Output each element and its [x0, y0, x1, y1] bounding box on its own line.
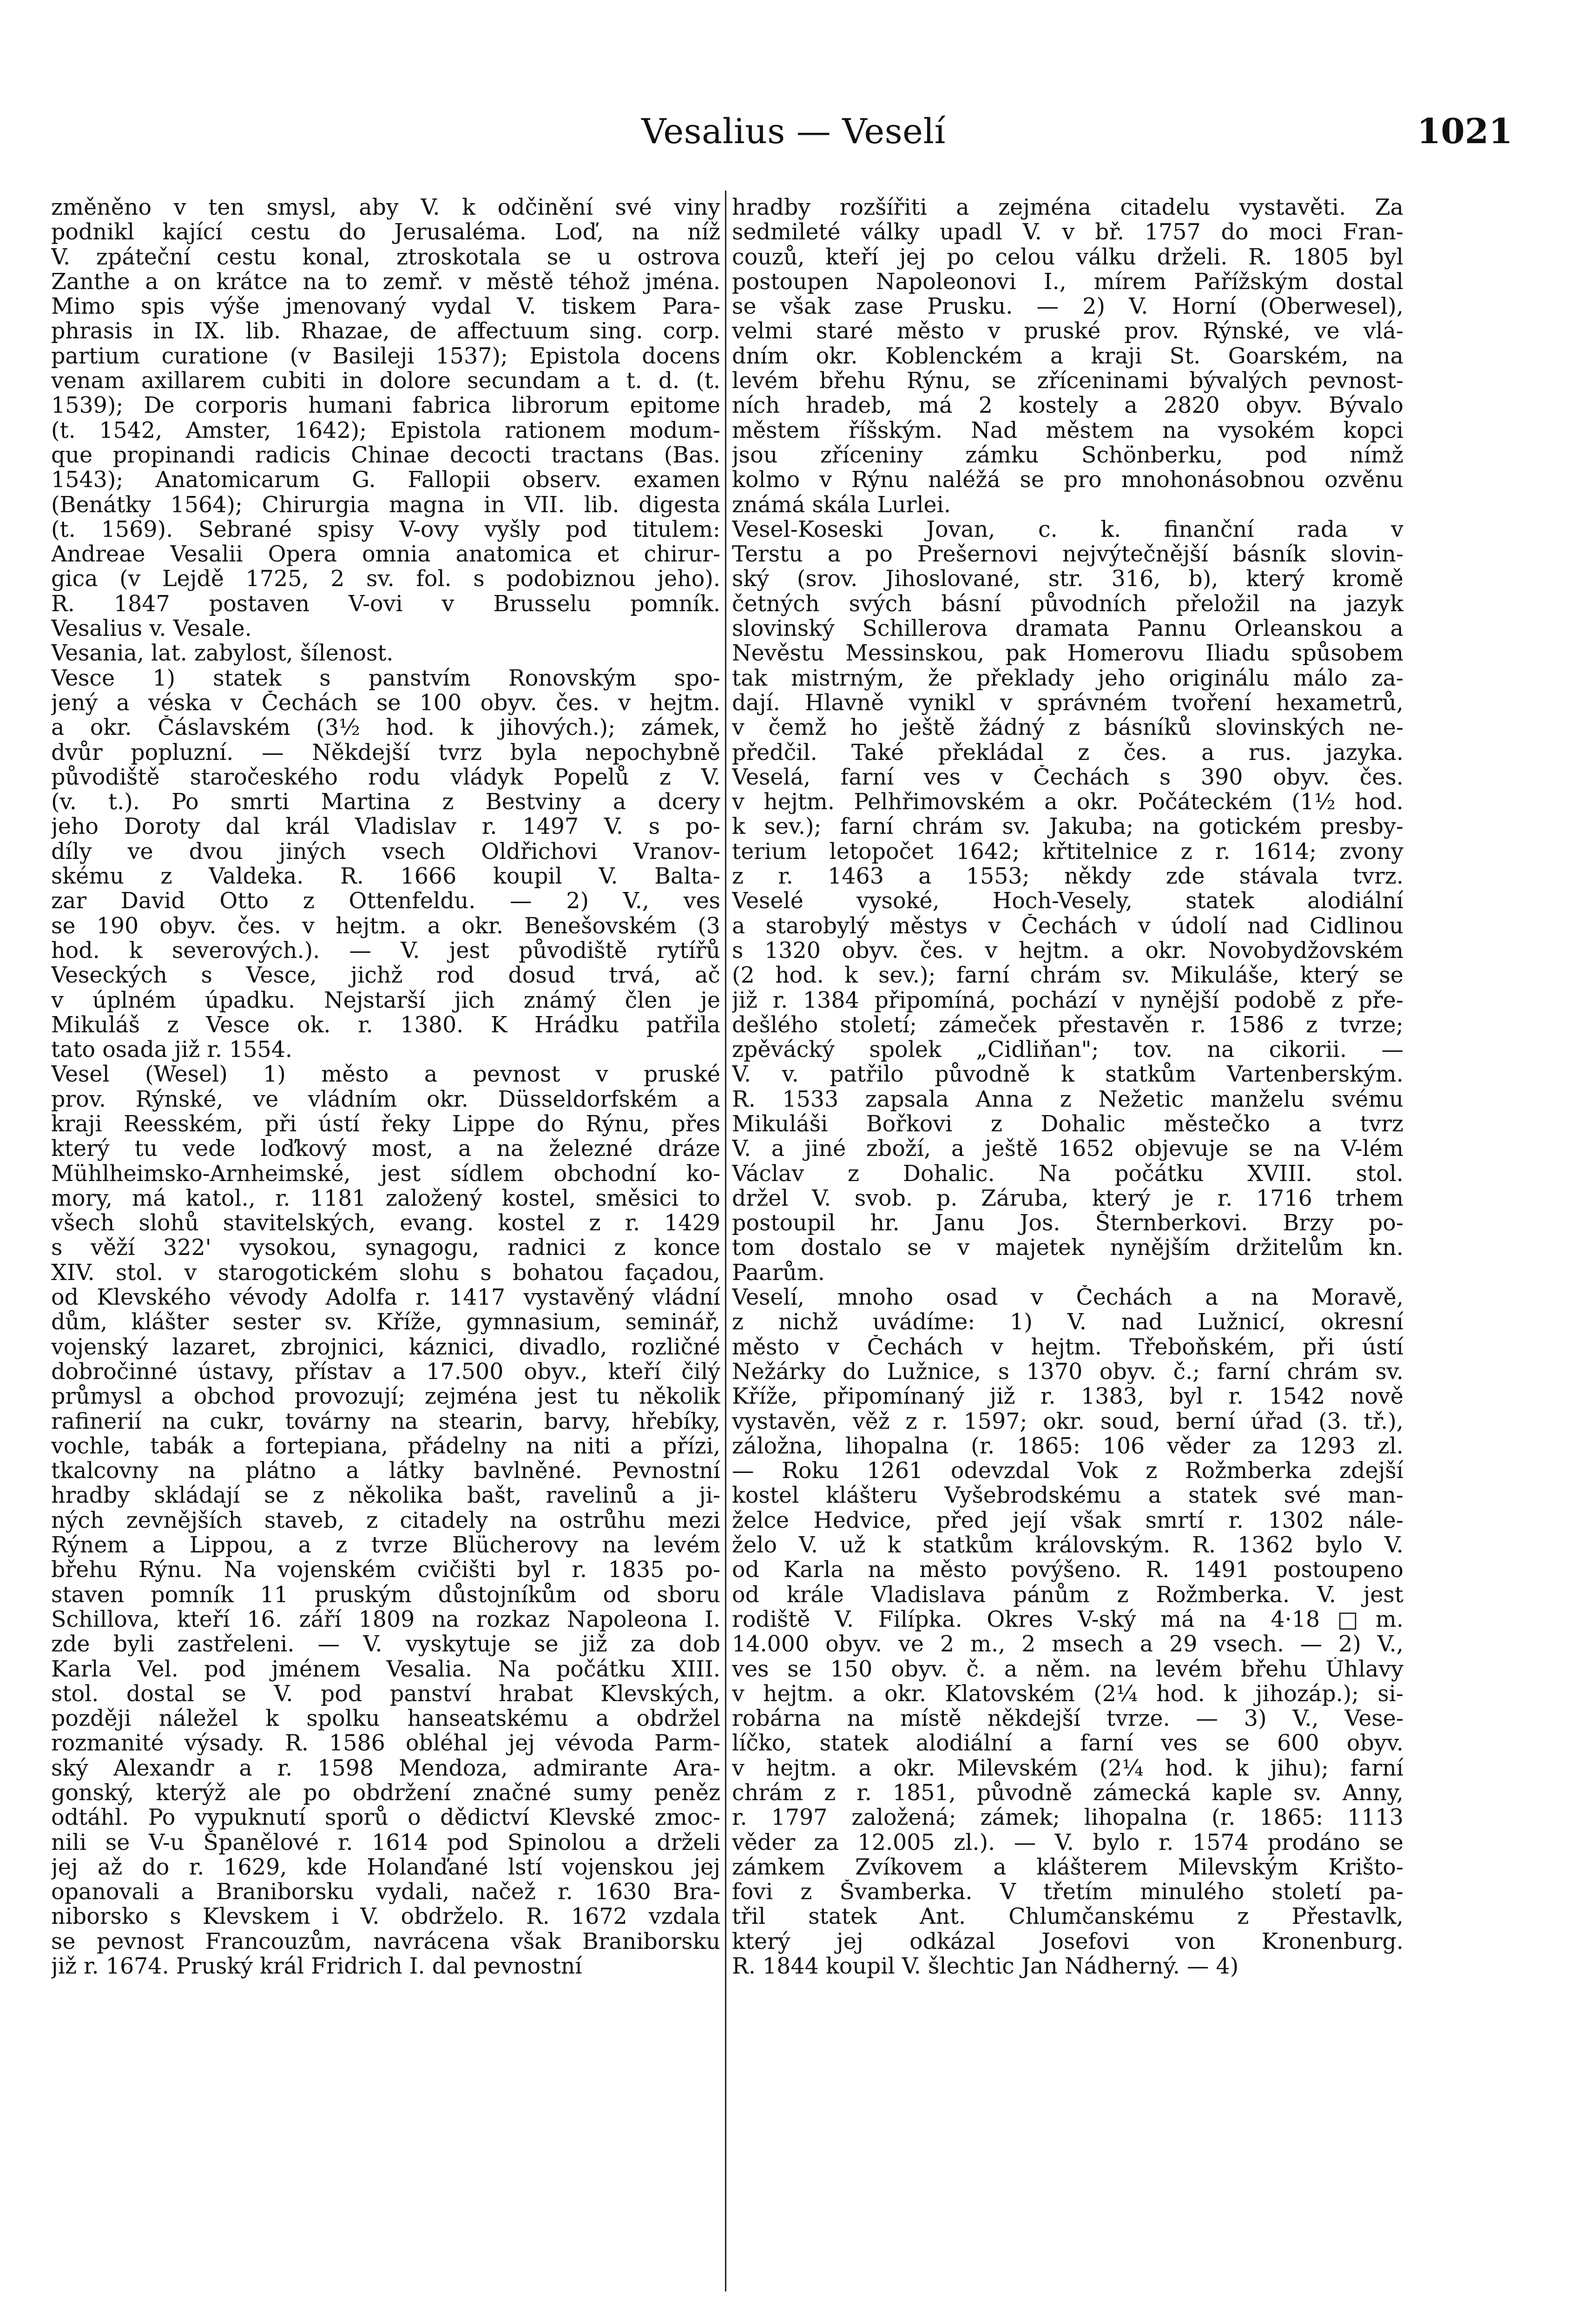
text-line: ves se 150 obyv. č. a něm. na levém břehu Úhlavy: [732, 1657, 1403, 1682]
text-line: hod. k severových.). — V. jest původiště rytířů: [51, 938, 720, 964]
text-line: (Benátky 1564); Chirurgia magna in VII. lib. digesta: [51, 492, 720, 517]
text-line: Mikuláš z Vesce ok. r. 1380. K Hrádku patřila: [51, 1012, 720, 1038]
text-line: Schillova, kteří 16. září 1809 na rozkaz Napoleona I.: [51, 1607, 720, 1632]
text-line: se 190 obyv. čes. v hejtm. a okr. Benešovském (3: [51, 913, 720, 938]
text-line: průmysl a obchod provozují; zejména jest tu několik: [51, 1384, 720, 1409]
text-line: líčko, statek alodiální a farní ves se 600 obyv.: [732, 1731, 1403, 1756]
text-line: kraji Reesském, při ústí řeky Lippe do Rýnu, přes: [51, 1111, 720, 1137]
text-line: město v Čechách v hejtm. Třeboňském, při ústí: [732, 1334, 1403, 1360]
text-line: k sev.); farní chrám sv. Jakuba; na gotickém presby-: [732, 814, 1403, 839]
text-line: rafinerií na cukr, továrny na stearin, barvy, hřebíky,: [51, 1409, 720, 1434]
text-line: zar David Otto z Ottenfeldu. — 2) V., ves: [51, 889, 720, 914]
text-line: v úplném úpadku. Nejstarší jich známý člen je: [51, 988, 720, 1013]
text-line: od Klevského vévody Adolfa r. 1417 vystavěný vládní: [51, 1285, 720, 1310]
text-line: v hejtm. a okr. Milevském (2¼ hod. k jihu); farní: [732, 1756, 1403, 1781]
text-line: Terstu a po Prešernovi nejvýtečnější básník slovin-: [732, 542, 1403, 567]
text-line: jený a véska v Čechách se 100 obyv. čes. v hejtm.: [51, 690, 720, 716]
text-line: fovi z Švamberka. V třetím minulého století pa-: [732, 1880, 1403, 1905]
right-column: [732, 195, 1403, 1979]
text-line: dním okr. Koblenckém a kraji St. Goarském, na: [732, 343, 1403, 369]
text-line: hradby rozšířiti a zejména citadelu vystavěti. Za: [732, 195, 1403, 220]
text-line: kostel klášteru Vyšebrodskému a statek své man-: [732, 1483, 1403, 1508]
text-line: s 1320 obyv. čes. v hejtm. a okr. Novobydžovském: [732, 938, 1403, 964]
text-line: v hejtm. a okr. Klatovském (2¼ hod. k jihozáp.); si-: [732, 1681, 1403, 1707]
text-line: skému z Valdeka. R. 1666 koupil V. Balta-: [51, 864, 720, 889]
text-line: Vesalius v. Vesale.: [51, 616, 252, 641]
text-line: Vesel-Koseski Jovan, c. k. finanční rada v: [732, 517, 1403, 542]
text-line: Zanthe a on krátce na to zemř. v městě téhož jména.: [51, 269, 720, 295]
text-line: díly ve dvou jiných vsech Oldřichovi Vranov-: [51, 839, 720, 865]
text-line: terium letopočet 1642; křtitelnice z r. 1614; zvony: [732, 839, 1403, 865]
text-line: (v. t.). Po smrti Martina z Bestviny a dcery: [51, 790, 720, 815]
text-line: ský Alexandr a r. 1598 Mendoza, admirante Ara-: [51, 1756, 720, 1781]
text-line: a starobylý městys v Čechách v údolí nad Cidlinou: [732, 913, 1403, 938]
text-line: který tu vede loďkový most, a na železné dráze: [51, 1136, 720, 1162]
text-line: četných svých básní původních přeložil na jazyk: [732, 591, 1403, 617]
text-line: dvůr popluzní. — Někdejší tvrz byla nepochybně: [51, 740, 720, 765]
text-line: staven pomník 11 pruským důstojníkům od sboru: [51, 1582, 720, 1607]
text-line: Rýnem a Lippou, a z tvrze Blücherovy na levém: [51, 1533, 720, 1558]
text-line: dají. Hlavně vynikl v správném tvoření hexametrů,: [732, 690, 1403, 716]
column-divider: [725, 191, 726, 2291]
text-line: niborsko s Klevskem i V. obdrželo. R. 1672 vzdala: [51, 1904, 720, 1929]
text-line: se však zase Prusku. — 2) V. Horní (Oberwesel),: [732, 294, 1403, 319]
text-line: R. 1847 postaven V-ovi v Brusselu pomník.: [51, 591, 720, 617]
text-line: Mimo spis výše jmenovaný vydal V. tiskem Para-: [51, 294, 720, 319]
text-line: venam axillarem cubiti in dolore secundam a t. d. (t.: [51, 369, 720, 394]
text-line: slovinský Schillerova dramata Pannu Orleanskou a: [732, 616, 1403, 641]
text-line: jeho Doroty dal král Vladislav r. 1497 V. s po-: [51, 814, 720, 839]
text-line: R. 1844 koupil V. šlechtic Jan Nádherný. — 4): [732, 1954, 1239, 1979]
text-line: tato osada již r. 1554.: [51, 1037, 293, 1063]
text-line: známá skála Lurlei.: [732, 492, 951, 517]
text-line: chrám z r. 1851, původně zámecká kaple sv. Anny,: [732, 1781, 1403, 1806]
text-line: couzů, kteří jej po celou válku drželi. R. 1805 byl: [732, 244, 1403, 270]
text-line: vystavěn, věž z r. 1597; okr. soud, berní úřad (3. tř.),: [732, 1409, 1403, 1434]
text-line: V. v. patřilo původně k statkům Vartenberským.: [732, 1062, 1403, 1087]
text-line: postoupen Napoleonovi I., mírem Pařížským dostal: [732, 269, 1403, 295]
text-line: V. zpáteční cestu konal, ztroskotala se u ostrova: [51, 244, 720, 270]
text-line: kolmo v Rýnu naléžá se pro mnohonásobnou ozvěnu: [732, 468, 1403, 493]
text-line: Nevěstu Messinskou, pak Homerovu Iliadu spůsobem: [732, 641, 1403, 666]
text-line: Vesania, lat. zabylost, šílenost.: [51, 641, 394, 666]
text-line: — Roku 1261 odevzdal Vok z Rožmberka zdejší: [732, 1459, 1403, 1484]
text-line: městem říšským. Nad městem na vysokém kopci: [732, 418, 1403, 443]
text-line: partium curatione (v Basileji 1537); Epistola docens: [51, 343, 720, 369]
text-line: stol. dostal se V. pod panství hrabat Klevských,: [51, 1681, 720, 1707]
text-line: levém břehu Rýnu, se zříceninami bývalých pevnost-: [732, 369, 1403, 394]
text-line: (2 hod. k sev.); farní chrám sv. Mikuláše, který se: [732, 963, 1403, 988]
text-line: třil statek Ant. Chlumčanskému z Přestavlk,: [732, 1904, 1403, 1929]
text-line: jej až do r. 1629, kde Holanďané lstí vojenskou jej: [51, 1855, 720, 1880]
text-line: jsou zříceniny zámku Schönberku, pod nímž: [732, 442, 1403, 468]
text-line: velmi staré město v pruské prov. Rýnské, ve vlá-: [732, 319, 1403, 344]
text-line: Veselí, mnoho osad v Čechách a na Moravě,: [732, 1285, 1403, 1310]
text-line: podnikl kající cestu do Jerusaléma. Loď, na níž: [51, 220, 720, 245]
text-line: tom dostalo se v majetek nynějším držitelům kn.: [732, 1235, 1403, 1261]
text-line: postoupil hr. Janu Jos. Šternberkovi. Brzy po-: [732, 1211, 1403, 1236]
text-line: odtáhl. Po vypuknutí sporů o dědictví Klevské zmoc-: [51, 1805, 720, 1830]
text-line: Václav z Dohalic. Na počátku XVIII. stol.: [732, 1161, 1403, 1186]
text-line: zde byli zastřeleni. — V. vyskytuje se již za dob: [51, 1632, 720, 1657]
text-line: rozmanité výsady. R. 1586 obléhal jej vévoda Parm-: [51, 1731, 720, 1756]
text-line: hradby skládají se z několika bašt, ravelinů a ji-: [51, 1483, 720, 1508]
text-line: želo V. už k statkům královským. R. 1362 bylo V.: [732, 1533, 1403, 1558]
text-line: XIV. stol. v starogotickém slohu s bohatou façadou,: [51, 1260, 720, 1286]
text-line: que propinandi radicis Chinae decocti tractans (Bas.: [51, 442, 720, 468]
text-line: (t. 1542, Amster, 1642); Epistola rationem modum-: [51, 418, 720, 443]
text-line: 14.000 obyv. ve 2 m., 2 msech a 29 vsech. — 2) V.,: [732, 1632, 1403, 1657]
text-line: sedmileté války upadl V. v bř. 1757 do moci Fran-: [732, 220, 1403, 245]
text-line: záložna, lihopalna (r. 1865: 106 věder za 1293 zl.: [732, 1433, 1403, 1459]
text-line: se pevnost Francouzům, navrácena však Braniborsku: [51, 1929, 720, 1954]
text-line: phrasis in IX. lib. Rhazae, de affectuum sing. corp.: [51, 319, 720, 344]
text-line: a okr. Čáslavském (3½ hod. k jihových.); zámek,: [51, 715, 720, 740]
text-line: opanovali a Braniborsku vydali, načež r. 1630 Bra-: [51, 1880, 720, 1905]
text-line: s věží 322' vysokou, synagogu, radnici z konce: [51, 1235, 720, 1261]
text-line: již r. 1384 připomíná, pochází v nynější podobě z pře-: [732, 988, 1403, 1013]
text-line: tak mistrným, že překlady jeho originálu málo za-: [732, 666, 1403, 691]
text-line: robárna na místě někdejší tvrze. — 3) V., Vese-: [732, 1706, 1403, 1731]
text-line: držel V. svob. p. Záruba, který je r. 1716 trhem: [732, 1186, 1403, 1211]
text-line: Nežárky do Lužnice, s 1370 obyv. č.; farní chrám sv.: [732, 1359, 1403, 1385]
text-line: dešlého století; zámeček přestavěn r. 1586 z tvrze;: [732, 1012, 1403, 1038]
text-line: (t. 1569). Sebrané spisy V-ovy vyšly pod titulem:: [51, 517, 720, 542]
text-line: R. 1533 zapsala Anna z Nežetic manželu svému: [732, 1087, 1403, 1112]
text-line: Andreae Vesalii Opera omnia anatomica et chirur-: [51, 542, 720, 567]
text-line: břehu Rýnu. Na vojenském cvičišti byl r. 1835 po-: [51, 1558, 720, 1583]
text-line: 1539); De corporis humani fabrica librorum epitome: [51, 393, 720, 418]
text-line: zpěvácký spolek „Cidliňan"; tov. na cikorii. —: [732, 1037, 1403, 1063]
text-line: mory, má katol., r. 1181 založený kostel, směsici to: [51, 1186, 720, 1211]
text-line: ský (srov. Jihoslované, str. 316, b), který kromě: [732, 567, 1403, 592]
text-line: prov. Rýnské, ve vládním okr. Düsseldorfském a: [51, 1087, 720, 1112]
text-line: 1543); Anatomicarum G. Fallopii observ. examen: [51, 468, 720, 493]
text-line: předčil. Také překládal z čes. a rus. jazyka.: [732, 740, 1403, 765]
text-line: Mikuláši Bořkovi z Dohalic městečko a tvrz: [732, 1111, 1403, 1137]
left-column: [51, 195, 720, 1979]
text-line: rodiště V. Filípka. Okres V-ský má na 4·18□m.: [732, 1607, 1403, 1632]
text-line: V. a jiné zboží, a ještě 1652 objevuje se na V-lém: [732, 1136, 1403, 1162]
text-line: později náležel k spolku hanseatskému a obdržel: [51, 1706, 720, 1731]
text-line: dobročinné ústavy, přístav a 17.500 obyv., kteří čilý: [51, 1359, 720, 1385]
text-line: od Karla na město povýšeno. R. 1491 postoupeno: [732, 1558, 1403, 1583]
text-line: tkalcovny na plátno a látky bavlněné. Pevnostní: [51, 1459, 720, 1484]
page-number: 1021: [1417, 112, 1513, 152]
text-line: dům, klášter sester sv. Kříže, gymnasium, seminář,: [51, 1310, 720, 1335]
text-line: r. 1797 založená; zámek; lihopalna (r. 1865: 1113: [732, 1805, 1403, 1830]
page-header: [56, 112, 1531, 181]
text-line: v hejtm. Pelhřimovském a okr. Počáteckém (1½ hod.: [732, 790, 1403, 815]
text-line: již r. 1674. Pruský král Fridrich I. dal pevnostní: [51, 1954, 582, 1979]
text-line: zámkem Zvíkovem a klášterem Milevským Krišto-: [732, 1855, 1403, 1880]
text-line: Karla Vel. pod jménem Vesalia. Na počátku XIII.: [51, 1657, 720, 1682]
text-line: Veseckých s Vesce, jichž rod dosud trvá, ač: [51, 963, 720, 988]
text-line: Vesce 1) statek s panstvím Ronovským spo-: [51, 666, 720, 691]
text-line: nili se V-u Španělové r. 1614 pod Spinolou a drželi: [51, 1830, 720, 1855]
text-line: Vesel (Wesel) 1) město a pevnost v pruské: [51, 1062, 720, 1087]
text-line: v čemž ho ještě žádný z básníků slovinských ne-: [732, 715, 1403, 740]
text-line: z r. 1463 a 1553; někdy zde stávala tvrz.: [732, 864, 1403, 889]
text-line: vojenský lazaret, zbrojnici, káznici, divadlo, rozličné: [51, 1334, 720, 1360]
text-line: všech slohů stavitelských, evang. kostel z r. 1429: [51, 1211, 720, 1236]
text-line: Kříže, připomínaný již r. 1383, byl r. 1542 nově: [732, 1384, 1403, 1409]
text-line: změněno v ten smysl, aby V. k odčinění své viny: [51, 195, 720, 220]
text-line: ných zevnějších staveb, z citadely na ostrůhu mezi: [51, 1508, 720, 1533]
text-line: gica (v Lejdě 1725, 2 sv. fol. s podobiznou jeho).: [51, 567, 720, 592]
text-line: Mühlheimsko-Arnheimské, jest sídlem obchodní ko-: [51, 1161, 720, 1186]
text-line: který jej odkázal Josefovi von Kronenburg.: [732, 1929, 1403, 1954]
text-line: gonský, kterýž ale po obdržení značné sumy peněz: [51, 1781, 720, 1806]
text-line: Veselé vysoké, Hoch-Vesely, statek alodiální: [732, 889, 1403, 914]
text-line: od krále Vladislava pánům z Rožmberka. V. jest: [732, 1582, 1403, 1607]
text-line: původiště staročeského rodu vládyk Popelů z V.: [51, 765, 720, 790]
text-line: věder za 12.005 zl.). — V. bylo r. 1574 prodáno se: [732, 1830, 1403, 1855]
text-line: ních hradeb, má 2 kostely a 2820 obyv. Bývalo: [732, 393, 1403, 418]
text-line: želce Hedvice, před její však smrtí r. 1302 nále-: [732, 1508, 1403, 1533]
text-line: z nichž uvádíme: 1) V. nad Lužnicí, okresní: [732, 1310, 1403, 1335]
running-title: Vesalius — Veselí: [641, 112, 946, 152]
text-line: vochle, tabák a fortepiana, přádelny na niti a přízi,: [51, 1433, 720, 1459]
text-line: Veselá, farní ves v Čechách s 390 obyv. čes.: [732, 765, 1403, 790]
text-line: Paarům.: [732, 1260, 825, 1286]
